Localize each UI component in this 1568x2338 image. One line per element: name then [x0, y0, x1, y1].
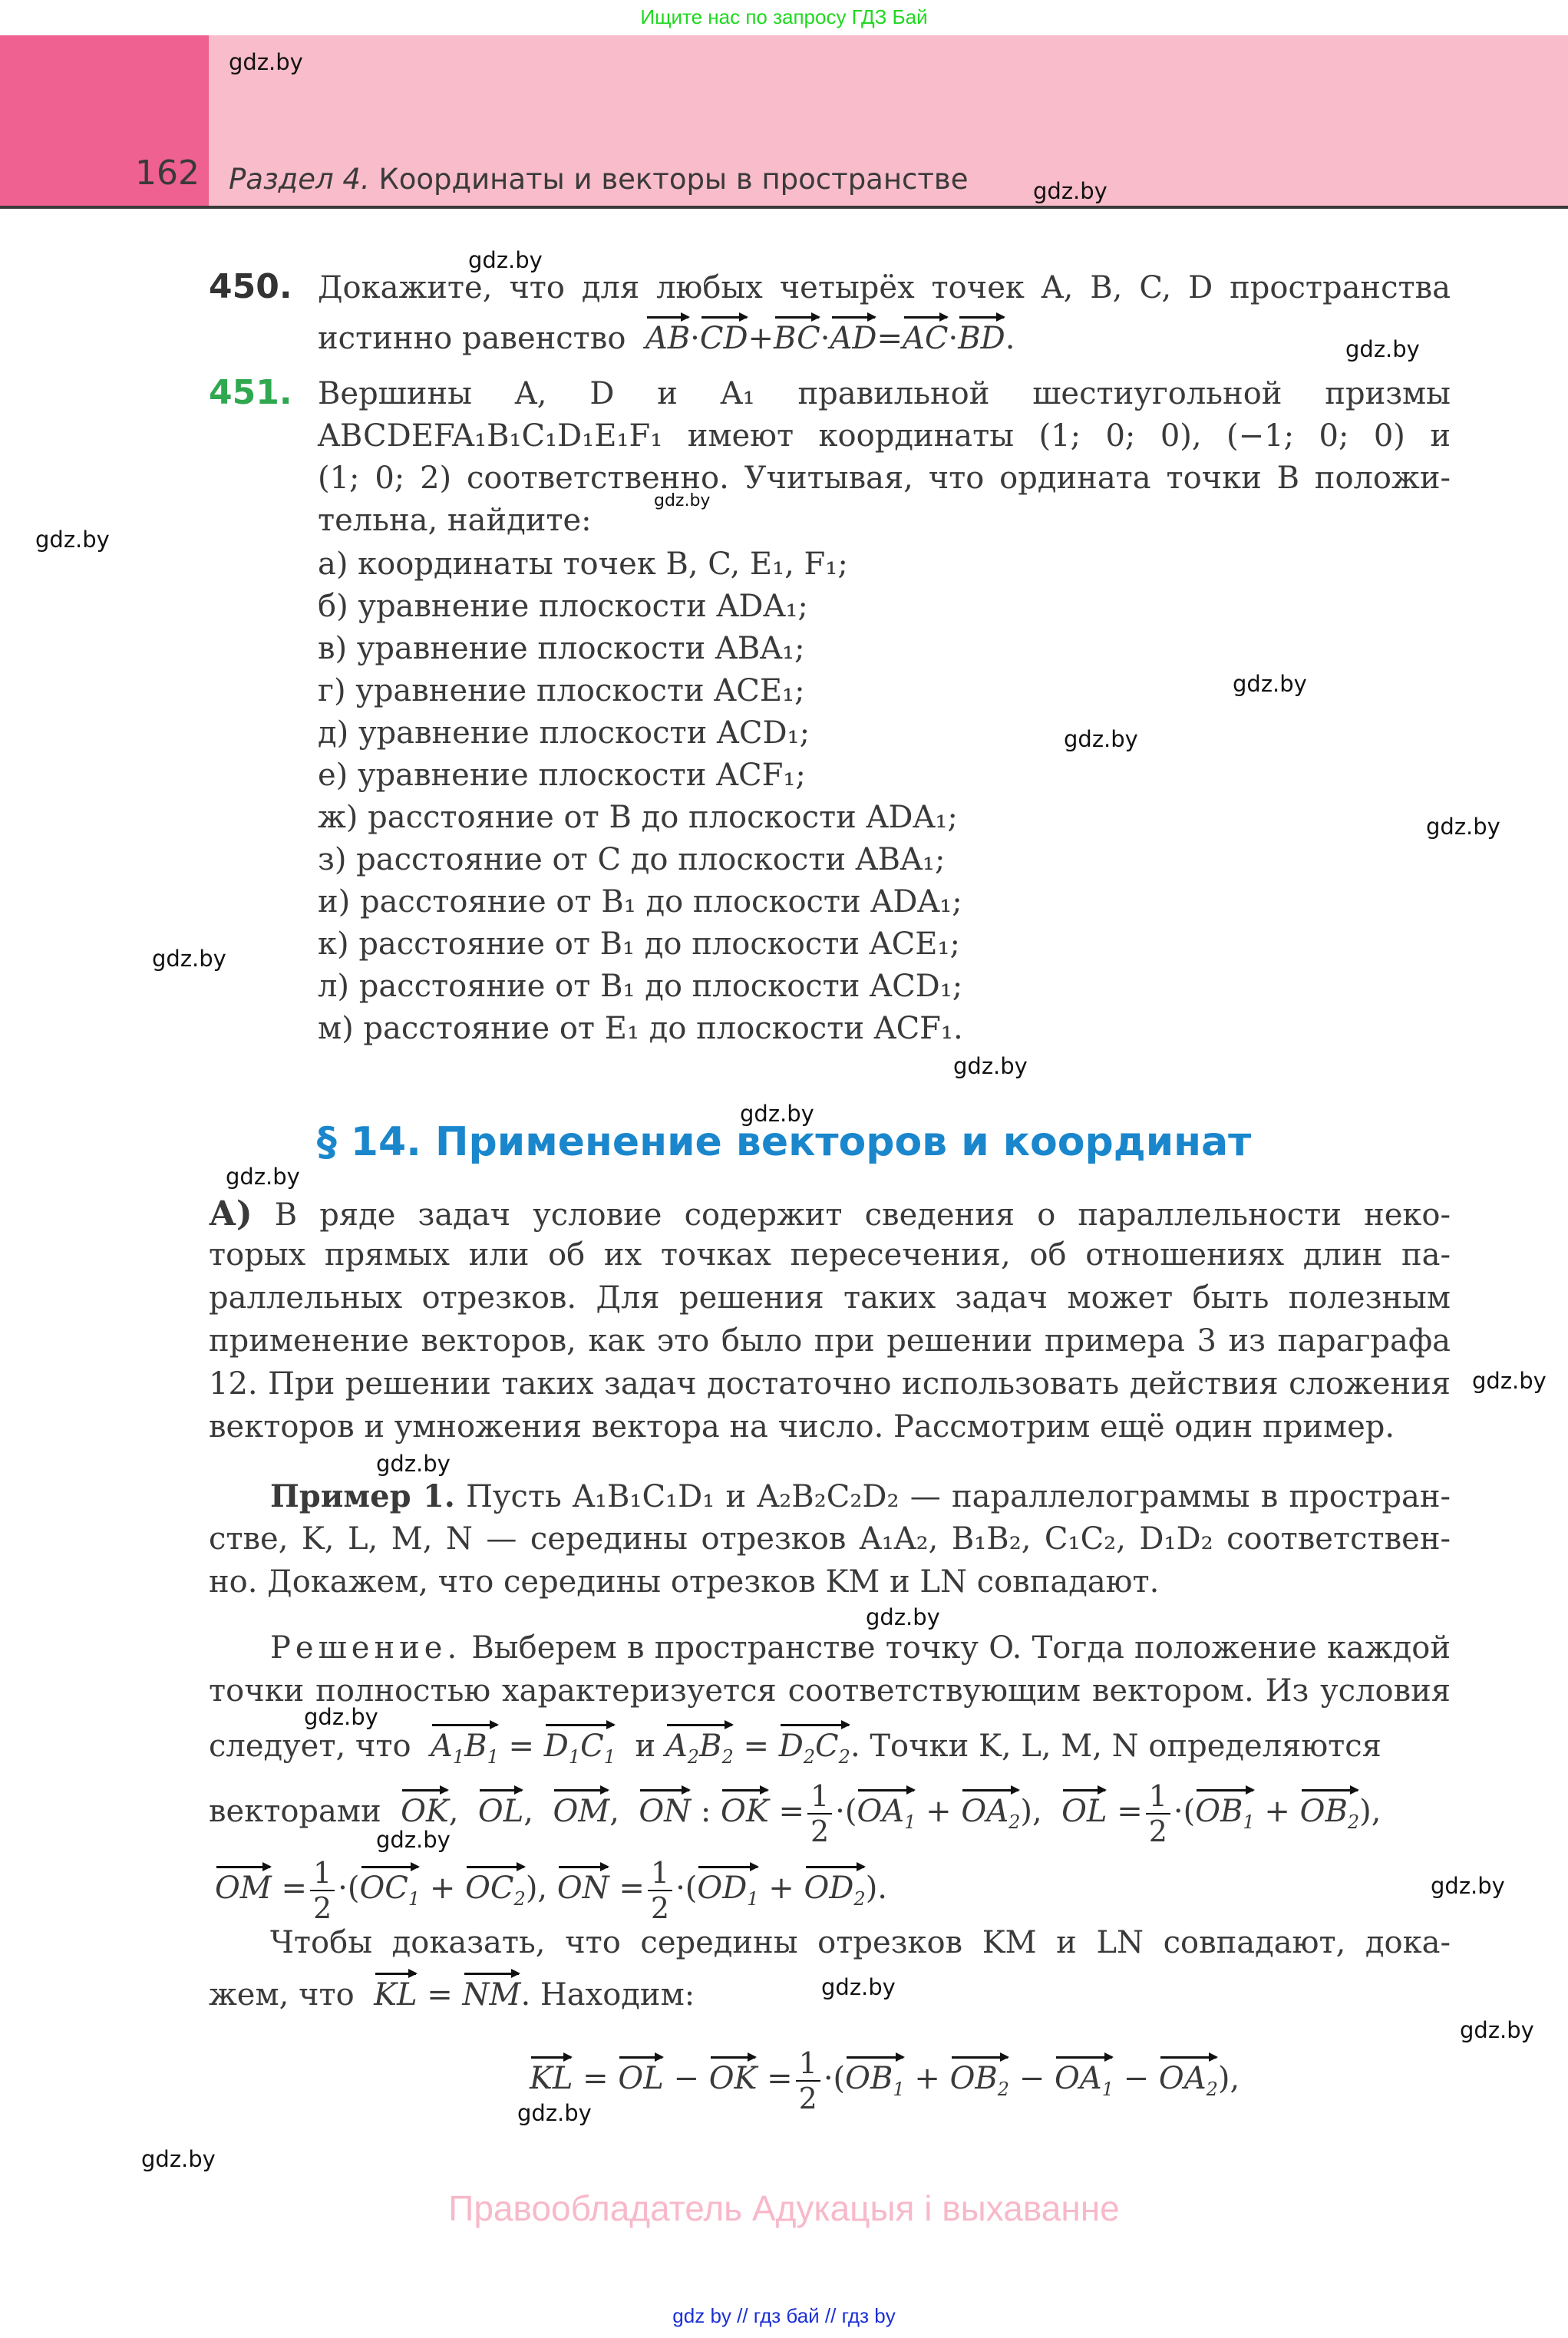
plus-operator: + [748, 321, 774, 356]
watermark: gdz.by [141, 2146, 216, 2172]
vector-ok: OK [708, 2061, 758, 2096]
vector-ob1: $OB_1$ [1195, 1794, 1255, 1833]
vector-ad: AD [830, 321, 877, 356]
watermark: gdz.by [376, 1451, 451, 1477]
subtask-item: з) расстояние от C до плоскости ABA₁; [318, 842, 946, 877]
vector-ol: OL [477, 1794, 524, 1829]
example-label: Пример 1. [270, 1478, 455, 1514]
watermark: gdz.by [953, 1053, 1028, 1079]
watermark: gdz.by [376, 1827, 451, 1853]
vector-oa2: $OA_2$ [961, 1794, 1021, 1833]
subtask-item: г) уравнение плоскости ACE₁; [318, 673, 805, 708]
section-title: § 14. Применение векторов и координат [316, 1119, 1252, 1165]
watermark: gdz.by [1064, 726, 1138, 752]
intro-line: векторов и умножения вектора на число. Рассмотрим ещё один пример. [209, 1409, 1395, 1445]
watermark: gdz.by [1033, 178, 1108, 204]
watermark: gdz.by [229, 49, 303, 75]
proof-line: жем, что KL = NM. Находим: [209, 1977, 695, 2013]
vector-nm: NM [462, 1977, 521, 2013]
watermark: gdz.by [821, 1974, 896, 2000]
problem-451-line: ABCDEFA₁B₁C₁D₁E₁F₁ имеют координаты (1; 0; 0), (−1; 0; 0) и [318, 418, 1451, 454]
vector-ok: OK [401, 1794, 449, 1829]
period: . [1005, 321, 1015, 356]
example-line: но. Докажем, что середины отрезков KM и LN совпадают. [209, 1564, 1160, 1600]
vector-on: ON [556, 1871, 609, 1906]
vector-cd: CD [699, 321, 748, 356]
watermark: gdz.by [740, 1101, 814, 1127]
solution-text: следует, что [209, 1729, 411, 1764]
intro-line: раллельных отрезков. Для решения таких задач может быть полезным [209, 1280, 1451, 1316]
problem-450-line: Докажите, что для любых четырёх точек A, B, C, D пространства [318, 270, 1451, 305]
problem-450-prefix: истинно равенство [318, 321, 626, 356]
intro-line: 12. При решении таких задач достаточно использовать действия сложения [209, 1366, 1451, 1402]
watermark: gdz.by [1345, 336, 1420, 362]
vector-ac: AC [903, 321, 949, 356]
vector-oc1: $OC_1$ [359, 1871, 421, 1910]
problem-451-line: Вершины A, D и A₁ правильной шестиугольной призмы [318, 376, 1451, 411]
watermark: gdz.by [1233, 671, 1307, 697]
fraction-half: $\frac{1}{2}$ [796, 2046, 820, 2115]
solution-line: точки полностью характеризуется соответствующим вектором. Из условия [209, 1673, 1451, 1709]
vector-kl: KL [374, 1977, 418, 2013]
watermark: gdz.by [517, 2100, 592, 2126]
vector-ok: OK [721, 1794, 769, 1829]
vector-oa1: $OA_1$ [1055, 2061, 1114, 2100]
conjunction: и [635, 1729, 656, 1764]
vector-ol: OL [1061, 1794, 1108, 1829]
solution-equation-line: следует, что $A_1B_1 = D_1C_1$ и $A_2B_2 = D_2C_2$. Точки K, L, M, N определяются [209, 1729, 1381, 1768]
search-banner: Ищите нас по запросу ГДЗ Бай [640, 5, 928, 28]
vector-d2c2: $D_2C_2$ [778, 1729, 850, 1768]
fraction-half: $\frac{1}{2}$ [310, 1856, 335, 1925]
subtask-item: д) уравнение плоскости ACD₁; [318, 715, 810, 751]
vector-a2b2: $A_2B_2$ [665, 1729, 734, 1768]
vector-od2: $OD_2$ [804, 1871, 866, 1910]
solution-line [270, 1630, 1451, 1666]
intro-line: применение векторов, как это было при решении примера 3 из параграфа [209, 1323, 1451, 1359]
watermark: gdz.by [654, 491, 711, 510]
watermark: gdz.by [1426, 814, 1500, 840]
vector-om: OM [553, 1794, 610, 1829]
example-text: Пусть A₁B₁C₁D₁ и A₂B₂C₂D₂ — параллелограммы в простран- [466, 1479, 1451, 1514]
equals-operator: = [876, 321, 903, 356]
vector-ob1: $OB_1$ [845, 2061, 905, 2100]
dot-operator: · [690, 321, 700, 356]
watermark: gdz.by [152, 946, 226, 972]
solution-equation-line: OM = $\frac{1}{2}$ $\cdot(OC_1 + OC_2)$, ON = $\frac{1}{2}$ $\cdot(OD_1 + OD_2)$. [215, 1856, 888, 1925]
problem-450-equation-line [318, 321, 1015, 356]
header-rule [0, 206, 1568, 209]
vector-od1: $OD_1$ [697, 1871, 759, 1910]
vector-bd: BD [958, 321, 1005, 356]
part-label: А) [209, 1194, 253, 1233]
example-line: стве, K, L, M, N — середины отрезков A₁A₂, B₁B₂, C₁C₂, D₁D₂ соответствен- [209, 1521, 1451, 1557]
vector-kl: KL [530, 2061, 573, 2096]
subtask-item: м) расстояние от E₁ до плоскости ACF₁. [318, 1011, 963, 1046]
fraction-half: $\frac{1}{2}$ [648, 1856, 672, 1925]
vector-ol: OL [618, 2061, 664, 2096]
watermark: gdz.by [468, 247, 543, 273]
copyright-owner: Правообладатель Адукацыя і выхаванне [448, 2188, 1120, 2228]
solution-label: Решение. [270, 1630, 462, 1666]
vector-oa1: $OA_1$ [857, 1794, 916, 1833]
solution-equation-line: векторами OK, OL, OM, ON : OK = $\frac{1}{2}$ $\cdot(OA_1 + OA_2)$, OL = $\frac{1}{2}$ $\cdot(OB_1 + OB_2)$, [209, 1779, 1381, 1848]
vector-d1c1: $D_1C_1$ [543, 1729, 616, 1768]
display-equation: KL = OL − OK = $\frac{1}{2}$ $\cdot(OB_1 + OB_2 - OA_1 - OA_2)$, [530, 2046, 1240, 2115]
intro-line [209, 1194, 1451, 1233]
vector-on: ON [639, 1794, 692, 1829]
problem-number-451: 451. [209, 373, 292, 412]
watermark: gdz.by [226, 1164, 300, 1190]
vector-oa2: $OA_2$ [1158, 2061, 1218, 2100]
problem-number-450: 450. [209, 267, 292, 306]
problem-451-line: (1; 0; 2) соответственно. Учитывая, что ордината точки B положи- [318, 461, 1451, 496]
intro-line: торых прямых или об их точках пересечения, об отношениях длин па- [209, 1237, 1451, 1273]
watermark: gdz.by [304, 1704, 378, 1730]
watermark: gdz.by [866, 1604, 940, 1630]
subtask-item: и) расстояние от B₁ до плоскости ADA₁; [318, 884, 962, 920]
example-line [270, 1478, 1451, 1514]
vector-ab: AB [645, 321, 691, 356]
problem-451-line: тельна, найдите: [318, 503, 592, 538]
proof-text: . Находим: [520, 1977, 695, 2013]
fraction-half: $\frac{1}{2}$ [807, 1779, 832, 1848]
intro-text: В ряде задач условие содержит сведения о параллельности неко- [274, 1197, 1451, 1233]
vector-bc: BC [774, 321, 820, 356]
subtask-item: л) расстояние от B₁ до плоскости ACD₁; [318, 969, 963, 1004]
page-number: 162 [135, 154, 200, 193]
footer-links[interactable]: gdz by // гдз бай // гдз by [672, 2304, 896, 2327]
vector-a1b1: $A_1B_1$ [430, 1729, 499, 1768]
vector-om: OM [215, 1871, 272, 1906]
proof-line: Чтобы доказать, что середины отрезков KM и LN совпадают, дока- [270, 1925, 1451, 1960]
subtask-item: ж) расстояние от B до плоскости ADA₁; [318, 800, 958, 835]
chapter-title [229, 163, 969, 196]
subtask-item: в) уравнение плоскости ABA₁; [318, 631, 805, 666]
dot-operator: · [948, 321, 959, 356]
fraction-half: $\frac{1}{2}$ [1146, 1779, 1170, 1848]
solution-text: . Точки K, L, M, N определяются [850, 1729, 1381, 1764]
chapter-name: Координаты и векторы в пространстве [378, 163, 969, 196]
subtask-item: б) уравнение плоскости ADA₁; [318, 589, 808, 624]
watermark: gdz.by [1431, 1873, 1505, 1899]
watermark: gdz.by [35, 527, 110, 553]
vector-ob2: $OB_2$ [949, 2061, 1010, 2100]
dot-operator: · [820, 321, 830, 356]
subtask-item: к) расстояние от B₁ до плоскости ACE₁; [318, 926, 960, 962]
subtask-item: а) координаты точек B, C, E₁, F₁; [318, 547, 848, 582]
subtask-item: е) уравнение плоскости ACF₁; [318, 758, 806, 793]
vector-oc2: $OC_2$ [465, 1871, 526, 1910]
vector-ob2: $OB_2$ [1299, 1794, 1360, 1833]
solution-text: векторами [209, 1794, 381, 1829]
chapter-label: Раздел 4. [229, 163, 370, 196]
watermark: gdz.by [1460, 2017, 1534, 2043]
watermark: gdz.by [1472, 1368, 1547, 1394]
solution-text: Выберем в пространстве точку O. Тогда положение каждой [471, 1630, 1451, 1666]
proof-text: жем, что [209, 1977, 355, 2013]
